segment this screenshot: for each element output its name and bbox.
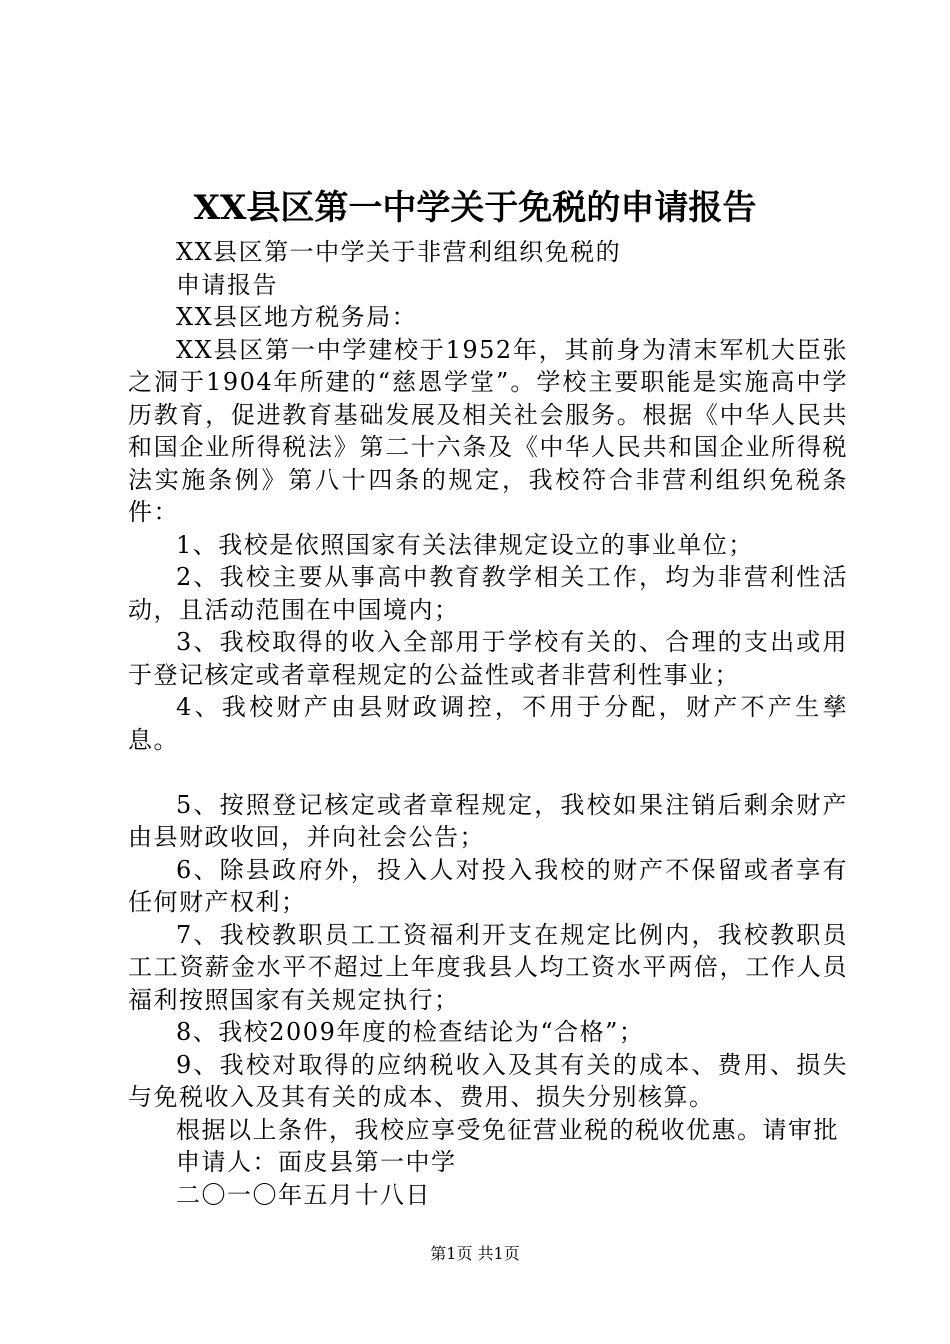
condition-item-2: 2、我校主要从事高中教育教学相关工作，均为非营利性活动，且活动范围在中国境内；	[128, 563, 848, 624]
condition-item-6: 6、除县政府外，投入人对投入我校的财产不保留或者享有任何财产权利；	[128, 855, 848, 916]
condition-item-9: 9、我校对取得的应纳税收入及其有关的成本、费用、损失与免税收入及其有关的成本、费用、损失分别核算。	[128, 1050, 848, 1111]
intro-paragraph: XX县区第一中学建校于1952年，其前身为清末军机大臣张之洞于1904年所建的“慈恩学堂”。学校主要职能是实施高中学历教育，促进教育基础发展及相关社会服务。根据《中华人民共和国企业所得税法》第二十六条及《中华人民共和国企业所得税法实施条例》第八十四条的规定，我校符合非营利组织免税条件：	[128, 335, 848, 526]
subtitle-line-2: 申请报告	[176, 270, 278, 299]
condition-item-8: 8、我校2009年度的检查结论为“合格”；	[176, 1018, 645, 1046]
date-line: 二〇一〇年五月十八日	[176, 1180, 431, 1209]
document-title: XX县区第一中学关于免税的申请报告	[193, 188, 757, 228]
addressee: XX县区地方税务局：	[176, 303, 418, 331]
condition-item-5: 5、按照登记核定或者章程规定，我校如果注销后剩余财产由县财政收回，并向社会公告；	[128, 790, 848, 851]
applicant-line: 申请人：面皮县第一中学	[176, 1148, 457, 1176]
condition-item-4: 4、我校财产由县财政调控，不用于分配，财产不产生孳息。	[128, 693, 848, 754]
page-number-footer: 第1页 共1页	[430, 1244, 520, 1263]
condition-item-7: 7、我校教职员工工资福利开支在规定比例内，我校教职员工工资薪金水平不超过上年度我县人均工资水平两倍，工作人员福利按照国家有关规定执行；	[128, 920, 848, 1014]
document-body	[128, 236, 848, 1211]
subtitle-line-1: XX县区第一中学关于非营利组织免税的	[176, 238, 622, 266]
condition-item-1: 1、我校是依照国家有关法律规定设立的事业单位；	[176, 530, 754, 559]
closing-request: 根据以上条件，我校应享受免征营业税的税收优惠。请审批	[176, 1115, 839, 1144]
condition-item-3: 3、我校取得的收入全部用于学校有关的、合理的支出或用于登记核定或者章程规定的公益性或者非营利性事业；	[128, 628, 848, 689]
